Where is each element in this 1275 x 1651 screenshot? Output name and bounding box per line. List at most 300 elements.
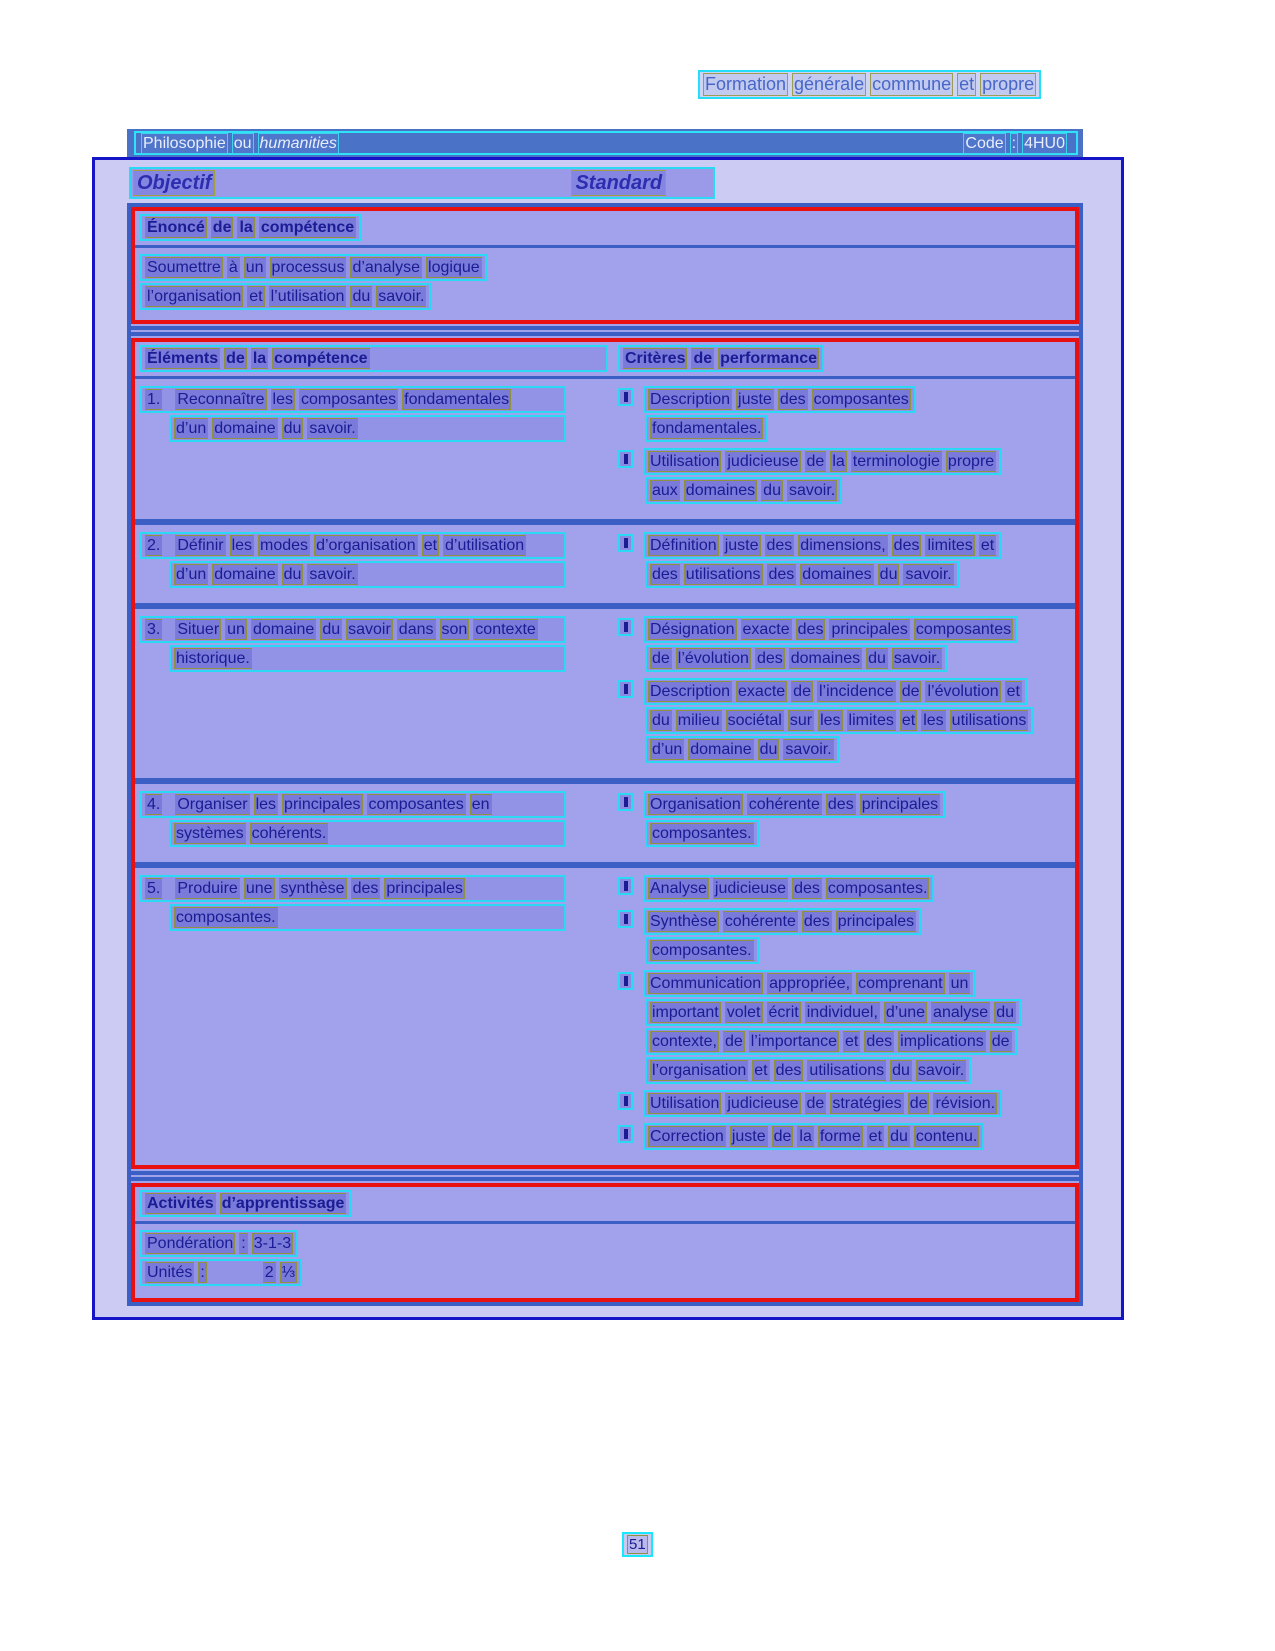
word: Pondération (147, 1235, 234, 1252)
text-line (643, 386, 916, 413)
word: : (200, 1264, 205, 1281)
word: et (901, 712, 916, 729)
text-line (140, 1190, 351, 1217)
word: un (245, 259, 264, 276)
word: savoir. (788, 482, 836, 499)
word: exacte (742, 621, 790, 638)
word: aux (652, 482, 678, 499)
word: l’organisation (147, 288, 242, 305)
items-container (135, 379, 1075, 1165)
word: l’importance (750, 1033, 837, 1050)
word: des (893, 537, 920, 554)
spacer (211, 1262, 263, 1283)
word: Analyse (650, 880, 707, 897)
text-line (643, 908, 921, 935)
text-line (643, 678, 1027, 705)
text-line (169, 645, 566, 672)
text-line (643, 791, 945, 818)
bullet-icon (618, 388, 633, 406)
word: synthèse (280, 880, 345, 897)
word: écrit (768, 1004, 799, 1021)
word: domaines (790, 650, 861, 667)
word: systèmes (176, 825, 244, 842)
enonce-body (135, 248, 1075, 320)
word: un (950, 975, 969, 992)
word: du (879, 566, 898, 583)
element-cell (140, 614, 618, 769)
standard-label: Standard (571, 170, 666, 196)
text-row (140, 283, 1070, 310)
text-line (140, 386, 566, 413)
text-line (140, 1259, 302, 1286)
bullet-icon (618, 680, 633, 698)
word: Critères (625, 350, 686, 367)
word: et (249, 288, 263, 305)
text-line (140, 532, 566, 559)
word: 5. (147, 880, 161, 897)
word: de (901, 683, 920, 700)
word: juste (738, 391, 772, 408)
criterion-cont-line (645, 736, 1070, 763)
word: composantes. (652, 825, 752, 842)
criterion-cont-line (645, 820, 1070, 847)
text-line (140, 791, 566, 818)
word: Unités (147, 1264, 193, 1281)
word: : (241, 1235, 246, 1252)
bullet-dot (624, 1096, 628, 1106)
text-row (140, 254, 1070, 281)
bullet-icon (618, 1092, 633, 1110)
word: des (768, 566, 795, 583)
word: du (892, 1062, 910, 1079)
criterion-cont-line (645, 937, 1070, 964)
word: savoir. (893, 650, 941, 667)
element-cell (140, 384, 618, 510)
word: domaine (214, 420, 276, 437)
word: du (868, 650, 886, 667)
criteres-cell (618, 530, 1070, 594)
text-line (643, 1123, 984, 1150)
text-line (643, 448, 1001, 475)
criterion-cont-line (645, 707, 1070, 734)
word: exacte (738, 683, 786, 700)
word: domaine (214, 566, 276, 583)
competence-item-row (135, 379, 1075, 519)
criterion (618, 908, 1070, 964)
text-line (169, 561, 566, 588)
word: savoir. (378, 288, 425, 305)
activites-header (135, 1187, 1075, 1224)
criterion-cont-line (645, 1028, 1070, 1055)
word: savoir. (309, 420, 356, 437)
word: utilisations (951, 712, 1027, 729)
word: 2. (147, 537, 161, 554)
word: et (754, 1062, 768, 1079)
criterion-first-line (618, 970, 1070, 997)
criterion-first-line (618, 791, 1070, 818)
objectif-label: Objectif (133, 170, 215, 196)
word: stratégies (832, 1095, 902, 1112)
word: Philosophie (143, 134, 226, 152)
columns-header (135, 342, 1075, 379)
competence-item-row (135, 868, 1075, 1165)
word: limites (927, 537, 973, 554)
word: Description (650, 683, 731, 700)
word: Organiser (177, 796, 248, 813)
criterion (618, 448, 1070, 504)
word: humanities (259, 134, 337, 152)
word: Produire (177, 880, 238, 897)
word: l’utilisation (270, 288, 345, 305)
word: contexte, (652, 1033, 717, 1050)
word: limites (848, 712, 894, 729)
word: sociétal (727, 712, 782, 729)
word: composantes (915, 621, 1012, 638)
word: 4HU0 (1024, 134, 1065, 152)
course-header-bar (127, 129, 1083, 157)
word: une (245, 880, 273, 897)
course-code (963, 133, 1071, 154)
word: de (806, 453, 825, 470)
word: d’un (176, 420, 207, 437)
word: Formation (705, 74, 787, 94)
word: d’apprentissage (221, 1195, 345, 1212)
word: du (763, 482, 781, 499)
criterion (618, 1123, 1070, 1150)
word: composantes. (176, 909, 276, 926)
word: domaine (252, 621, 315, 638)
bullet-icon (618, 877, 633, 895)
text-line (643, 970, 975, 997)
text-row (169, 645, 618, 672)
word: savoir (348, 621, 391, 638)
bullet-dot (624, 684, 628, 694)
word: un (227, 621, 245, 638)
word: du (759, 741, 778, 758)
bullet-dot (624, 797, 628, 807)
word: principales (861, 796, 939, 813)
elements-criteres-section (131, 338, 1079, 1169)
activites-section (131, 1183, 1079, 1302)
word: savoir. (917, 1062, 965, 1079)
word: savoir. (785, 741, 832, 758)
word: dimensions, (800, 537, 886, 554)
word: important (652, 1004, 719, 1021)
text-line (169, 904, 566, 931)
text-line (645, 561, 959, 588)
word: principales (386, 880, 463, 897)
text-line (140, 254, 487, 281)
formation-note (698, 70, 1041, 99)
word: composantes (368, 796, 464, 813)
bullet-icon (618, 910, 633, 928)
word: savoir. (309, 566, 356, 583)
bullet-dot (624, 914, 628, 924)
criterion-first-line (618, 532, 1070, 559)
criterion (618, 875, 1070, 902)
word: révision. (935, 1095, 996, 1112)
word: de (226, 350, 245, 367)
word: fondamentales. (652, 420, 762, 437)
word: et (423, 537, 438, 554)
word: les (923, 712, 944, 729)
word: volet (726, 1004, 761, 1021)
word: des (775, 1062, 802, 1079)
word: forme (819, 1128, 861, 1145)
word: Définition (650, 537, 717, 554)
word: de (652, 650, 670, 667)
word: ou (233, 134, 252, 152)
word: d’une (885, 1004, 926, 1021)
word: 4. (147, 796, 161, 813)
criterion-first-line (618, 1123, 1070, 1150)
word: de (212, 219, 232, 236)
text-line (140, 616, 566, 643)
text-line (140, 875, 566, 902)
word: du (283, 566, 302, 583)
word: et (959, 74, 975, 94)
text-line (643, 616, 1018, 643)
word: commune (872, 74, 952, 94)
text-row (169, 415, 618, 442)
criterion-first-line (618, 875, 1070, 902)
word: contenu. (915, 1128, 978, 1145)
word: analyse (933, 1004, 989, 1021)
word: d’organisation (316, 537, 416, 554)
criterion-cont-line (645, 999, 1070, 1026)
word: générale (794, 74, 865, 94)
word: en (471, 796, 490, 813)
word: Définir (177, 537, 224, 554)
word: la (252, 350, 267, 367)
text-line (140, 1230, 298, 1257)
word: du (996, 1004, 1014, 1021)
text-row (169, 561, 618, 588)
word: des (652, 566, 678, 583)
word: d’analyse (352, 259, 421, 276)
word: son (441, 621, 468, 638)
criterion (618, 678, 1070, 763)
word: savoir. (905, 566, 952, 583)
criterion-cont-line (645, 561, 1070, 588)
word: de (991, 1033, 1010, 1050)
word: processus (271, 259, 345, 276)
word: individuel, (806, 1004, 878, 1021)
word: 2 (264, 1264, 274, 1281)
word: les (255, 796, 277, 813)
word: des (779, 391, 806, 408)
word: Activités (147, 1195, 214, 1212)
text-line (645, 645, 947, 672)
word: cohérente (724, 913, 796, 930)
text-row (140, 386, 618, 413)
page-number-value: 51 (629, 1536, 646, 1553)
bullet-icon (618, 450, 633, 468)
word: Synthèse (650, 913, 717, 930)
text-line (643, 1090, 1002, 1117)
word: domaines (685, 482, 756, 499)
enonce-header (135, 211, 1075, 248)
word: composantes. (652, 942, 752, 959)
word: des (797, 621, 824, 638)
word: ⅓ (281, 1264, 295, 1281)
word: et (868, 1128, 883, 1145)
course-header-line (134, 131, 1078, 155)
word: des (352, 880, 379, 897)
word: fondamentales (404, 391, 510, 408)
word: : (1011, 134, 1017, 152)
objective-standard-box (92, 157, 1124, 1320)
text-row (140, 875, 618, 902)
bullet-icon (618, 618, 633, 636)
criterion (618, 616, 1070, 672)
bullet-dot (624, 454, 628, 464)
word: principales (284, 796, 361, 813)
word: du (352, 288, 371, 305)
word: de (909, 1095, 928, 1112)
criterion-first-line (618, 386, 1070, 413)
word: contexte (475, 621, 536, 638)
criterion-first-line (618, 908, 1070, 935)
word: les (231, 537, 253, 554)
competence-item-row (135, 784, 1075, 862)
word: modes (260, 537, 309, 554)
text-line (618, 345, 824, 372)
word: composantes. (827, 880, 928, 897)
word: du (322, 621, 341, 638)
word: appropriée, (769, 975, 851, 992)
text-line (169, 415, 566, 442)
criteres-header (618, 345, 1070, 372)
word: l’incidence (818, 683, 894, 700)
word: des (766, 537, 793, 554)
word: Communication (650, 975, 762, 992)
word: Éléments (147, 350, 219, 367)
word: Désignation (650, 621, 735, 638)
text-line (645, 820, 759, 847)
text-line (645, 937, 759, 964)
text-line (645, 477, 842, 504)
word: de (793, 683, 811, 700)
word: 3-1-3 (253, 1235, 292, 1252)
text-line (140, 214, 361, 241)
element-cell (140, 873, 618, 1156)
criterion-first-line (618, 616, 1070, 643)
criterion-cont-line (645, 477, 1070, 504)
word: compétence (260, 219, 355, 236)
word: judicieuse (727, 1095, 799, 1112)
criterion (618, 970, 1070, 1084)
word: composantes (813, 391, 909, 408)
word: de (693, 350, 713, 367)
word: Organisation (650, 796, 741, 813)
text-line (645, 415, 768, 442)
word: d’un (176, 566, 207, 583)
criterion-first-line (618, 678, 1070, 705)
word: Code (965, 134, 1004, 152)
text-line (645, 1028, 1017, 1055)
word: performance (720, 350, 818, 367)
criterion-cont-line (645, 415, 1070, 442)
word: 1. (147, 391, 161, 408)
criterion (618, 791, 1070, 847)
word: des (794, 880, 820, 897)
word: Utilisation (650, 1095, 720, 1112)
word: milieu (677, 712, 720, 729)
text-row (140, 1259, 1070, 1286)
bullet-icon (618, 534, 633, 552)
word: utilisations (685, 566, 761, 583)
word: Situer (177, 621, 220, 638)
text-line (643, 875, 934, 902)
text-row (169, 904, 618, 931)
text-row (140, 532, 618, 559)
word: les (820, 712, 841, 729)
word: des (756, 650, 783, 667)
criterion (618, 386, 1070, 442)
bullet-icon (618, 793, 633, 811)
criterion-first-line (618, 448, 1070, 475)
criteres-cell (618, 614, 1070, 769)
criterion-first-line (618, 1090, 1070, 1117)
text-row (140, 791, 618, 818)
word: de (724, 1033, 743, 1050)
word: des (866, 1033, 893, 1050)
text-line (645, 736, 839, 763)
competence-table (127, 203, 1083, 1306)
word: propre (982, 74, 1035, 94)
bullet-dot (624, 392, 628, 402)
criterion-cont-line (645, 645, 1070, 672)
word: à (228, 259, 238, 276)
bullet-dot (624, 622, 628, 632)
element-cell (140, 530, 618, 594)
competence-item-row (135, 609, 1075, 778)
word: composantes (300, 391, 397, 408)
enonce-section (131, 207, 1079, 324)
bullet-dot (624, 538, 628, 548)
course-title (141, 133, 343, 154)
word: domaine (690, 741, 752, 758)
text-line (169, 820, 566, 847)
word: dans (398, 621, 434, 638)
word: l’évolution (927, 683, 999, 700)
word: compétence (274, 350, 368, 367)
bullet-dot (624, 881, 628, 891)
word: l’organisation (652, 1062, 747, 1079)
word: d’utilisation (445, 537, 525, 554)
word: et (1006, 683, 1020, 700)
word: sur (789, 712, 813, 729)
bullet-dot (624, 976, 628, 986)
text-line (645, 1057, 971, 1084)
element-cell (140, 789, 618, 853)
criteres-cell (618, 789, 1070, 853)
text-line (645, 707, 1033, 734)
text-line (645, 999, 1021, 1026)
competence-item-row (135, 525, 1075, 603)
word: comprenant (858, 975, 943, 992)
word: la (832, 453, 845, 470)
criterion (618, 532, 1070, 588)
word: principales (831, 621, 908, 638)
word: utilisations (809, 1062, 885, 1079)
text-row (140, 616, 618, 643)
word: judicieuse (727, 453, 799, 470)
word: et (980, 537, 995, 554)
word: judicieuse (714, 880, 787, 897)
word: Correction (650, 1128, 724, 1145)
